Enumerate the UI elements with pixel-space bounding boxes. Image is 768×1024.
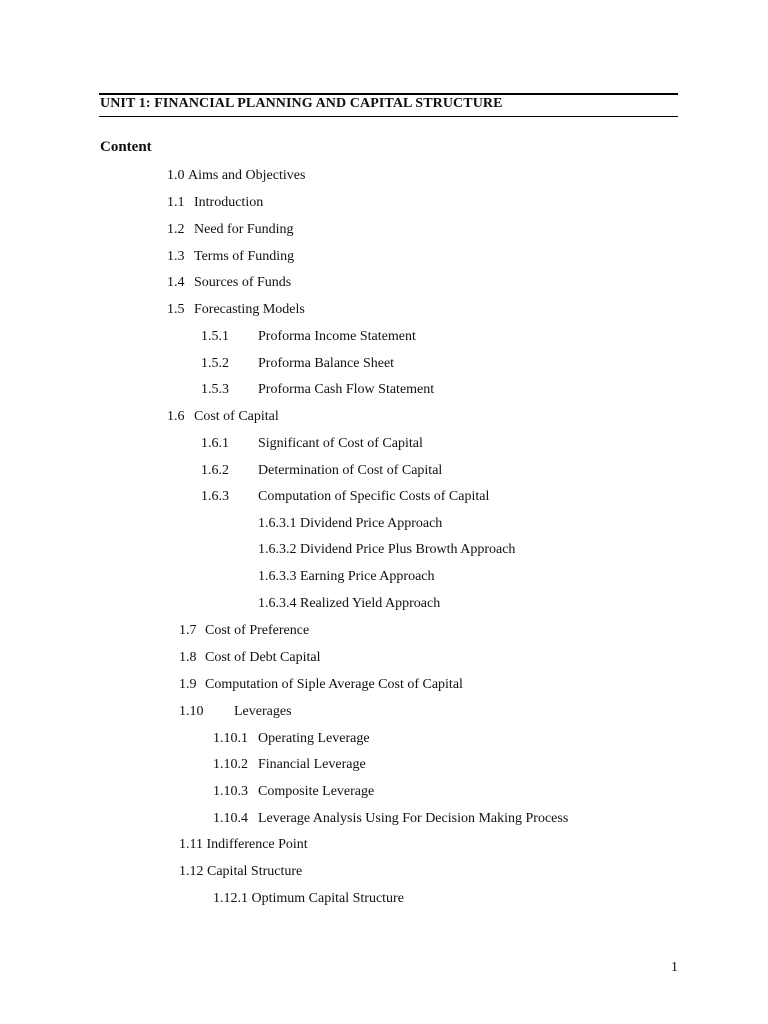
toc-number: 1.10 (179, 704, 204, 719)
toc-number: 1.6.3.1 (258, 516, 297, 531)
header-rule-bottom (99, 116, 678, 117)
toc-number: 1.6.3.3 (258, 569, 297, 584)
toc-entry (213, 810, 568, 828)
toc-label: Capital Structure (207, 864, 303, 879)
toc-entry (167, 248, 294, 266)
toc-number: 1.5 (167, 302, 185, 317)
toc-number: 1.10.1 (213, 731, 248, 746)
toc-label: Introduction (194, 195, 264, 210)
toc-number: 1.6.2 (201, 463, 229, 478)
toc-number: 1.11 (179, 837, 203, 852)
toc-number: 1.3 (167, 249, 185, 264)
toc-entry (201, 355, 394, 373)
toc-label: Sources of Funds (194, 275, 292, 290)
content-heading: Content (100, 139, 152, 155)
toc-label: Computation of Specific Costs of Capital (258, 489, 490, 504)
toc-label: Significant of Cost of Capital (258, 436, 423, 451)
toc-label: Financial Leverage (258, 757, 366, 772)
toc-label: Leverages (234, 704, 292, 719)
toc-number: 1.10.3 (213, 784, 248, 799)
toc-number: 1.6 (167, 409, 185, 424)
toc-number: 1.2 (167, 222, 185, 237)
toc-entry (258, 568, 435, 586)
toc-entry (213, 756, 366, 774)
toc-number: 1.0 (167, 168, 185, 183)
toc-entry (167, 221, 294, 239)
toc-number: 1.6.3 (201, 489, 229, 504)
toc-entry (167, 408, 279, 426)
toc-label: Proforma Cash Flow Statement (258, 382, 435, 397)
toc-number: 1.1 (167, 195, 185, 210)
toc-entry (179, 676, 463, 694)
toc-label: Aims and Objectives (188, 168, 306, 183)
toc-label: Operating Leverage (258, 731, 370, 746)
toc-label: Forecasting Models (194, 302, 305, 317)
toc-label: Composite Leverage (258, 784, 375, 799)
toc-label: Dividend Price Approach (300, 516, 443, 531)
toc-label: Optimum Capital Structure (251, 891, 404, 906)
unit-title: UNIT 1: FINANCIAL PLANNING AND CAPITAL STRUCTURE (100, 96, 503, 111)
toc-entry (201, 488, 489, 506)
toc-entry (167, 167, 305, 185)
toc-label: Leverage Analysis Using For Decision Making Process (258, 811, 569, 826)
toc-label: Indifference Point (206, 837, 308, 852)
toc-label: Terms of Funding (194, 249, 295, 264)
toc-entry (201, 462, 442, 480)
toc-number: 1.6.1 (201, 436, 229, 451)
toc-label: Determination of Cost of Capital (258, 463, 443, 478)
toc-number: 1.5.2 (201, 356, 229, 371)
toc-label: Cost of Preference (205, 623, 310, 638)
toc-number: 1.8 (179, 650, 197, 665)
toc-label: Need for Funding (194, 222, 294, 237)
toc-number: 1.10.2 (213, 757, 248, 772)
toc-entry (213, 890, 404, 908)
toc-entry (167, 301, 305, 319)
toc-label: Proforma Income Statement (258, 329, 416, 344)
toc-entry (167, 194, 263, 212)
toc-label: Proforma Balance Sheet (258, 356, 395, 371)
toc-label: Realized Yield Approach (300, 596, 441, 611)
toc-entry (201, 328, 416, 346)
toc-entry (179, 836, 308, 854)
toc-number: 1.10.4 (213, 811, 248, 826)
toc-entry (179, 622, 309, 640)
toc-entry (213, 783, 374, 801)
toc-entry (179, 863, 302, 881)
toc-label: Dividend Price Plus Browth Approach (300, 542, 516, 557)
toc-number: 1.12 (179, 864, 204, 879)
header-rule-top (99, 93, 678, 95)
toc-entry (213, 730, 370, 748)
toc-entry (167, 274, 291, 292)
toc-entry (201, 435, 423, 453)
toc-entry (258, 515, 442, 533)
toc-entry (258, 541, 515, 559)
toc-number: 1.5.1 (201, 329, 229, 344)
toc-number: 1.7 (179, 623, 197, 638)
toc-entry (201, 381, 434, 399)
toc-entry (258, 595, 440, 613)
toc-label: Cost of Capital (194, 409, 279, 424)
toc-number: 1.6.3.2 (258, 542, 297, 557)
toc-number: 1.6.3.4 (258, 596, 297, 611)
toc-number: 1.4 (167, 275, 185, 290)
toc-number: 1.5.3 (201, 382, 229, 397)
page-number: 1 (671, 960, 678, 975)
toc-label: Earning Price Approach (300, 569, 435, 584)
toc-label: Cost of Debt Capital (205, 650, 321, 665)
toc-number: 1.9 (179, 677, 197, 692)
toc-label: Computation of Siple Average Cost of Capital (205, 677, 463, 692)
toc-number: 1.12.1 (213, 891, 248, 906)
toc-entry (179, 703, 292, 721)
toc-entry (179, 649, 321, 667)
